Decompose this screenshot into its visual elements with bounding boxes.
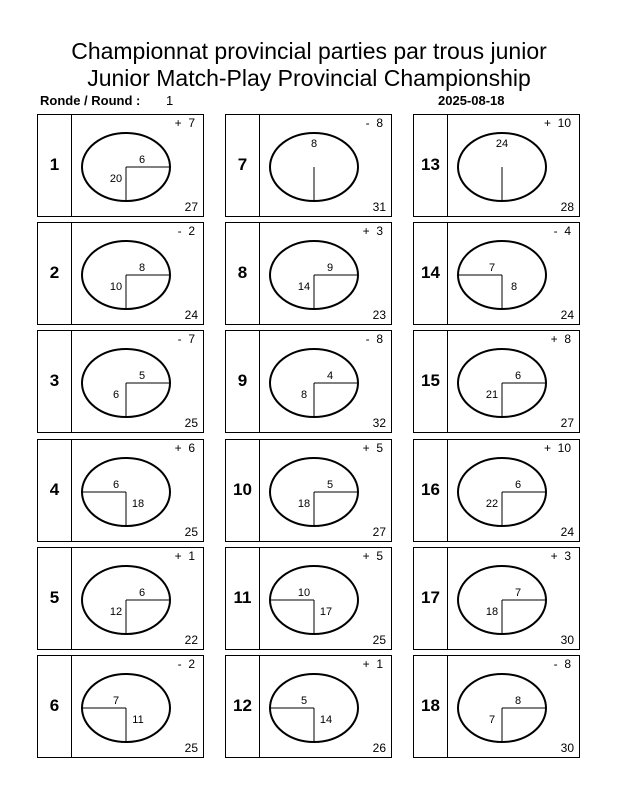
green-depth-total: 27 [184,200,198,214]
pin-box-hole-14 [413,222,580,325]
green-diagram [259,440,391,541]
event-date: 2025-08-18 [438,93,505,108]
green-depth-total: 24 [184,308,198,322]
green-depth-total: 27 [560,416,574,430]
slope-indicator: - 8 [553,657,571,671]
hole-number: 5 [49,588,60,607]
pin-box-hole-1 [37,114,204,217]
hole-number: 14 [421,263,440,282]
hole-number: 17 [421,588,440,607]
green-diagram [259,115,391,216]
green-depth-total: 26 [372,741,386,755]
hole-number: 18 [421,696,440,715]
hole-number: 3 [49,371,60,390]
pin-box-hole-6 [37,655,204,758]
hole-number-cell [226,331,260,432]
pin-box-hole-9 [225,330,392,433]
green-diagram [447,331,579,432]
pin-box-hole-8 [225,222,392,325]
pin-box-hole-13 [413,114,580,217]
hole-number: 8 [237,263,248,282]
pin-box-hole-18 [413,655,580,758]
hole-number-cell [38,115,72,216]
pin-box-hole-16 [413,439,580,542]
hole-number-cell [38,440,72,541]
hole-number: 16 [421,480,440,499]
slope-indicator: + 3 [362,224,383,238]
pin-box-hole-3 [37,330,204,433]
green-diagram [447,115,579,216]
hole-number: 6 [49,696,60,715]
hole-number: 1 [49,155,60,174]
pin-depth-label: 17 [319,606,333,618]
pin-depth-label: 14 [297,281,311,293]
pin-offset-label: 4 [326,370,334,382]
green-diagram [447,656,579,757]
green-depth-total: 25 [184,416,198,430]
pin-offset-label: 5 [138,370,146,382]
green-depth-total: 24 [560,308,574,322]
pin-depth-label: 14 [319,714,333,726]
pin-depth-label: 10 [109,281,123,293]
hole-number: 12 [233,696,252,715]
hole-number-cell [414,656,448,757]
pin-offset-label: 7 [488,262,496,274]
pin-offset-label: 9 [326,262,334,274]
hole-number-cell [226,548,260,649]
slope-indicator: - 8 [365,116,383,130]
pin-depth-label: 21 [485,389,499,401]
hole-number: 15 [421,371,440,390]
pin-depth-label: 18 [297,498,311,510]
pin-depth-label: 8 [300,389,308,401]
hole-number-cell [226,656,260,757]
slope-indicator: - 7 [177,332,195,346]
pin-offset-label: 6 [514,370,522,382]
green-depth-total: 27 [372,525,386,539]
slope-indicator: + 5 [362,441,383,455]
hole-number: 4 [49,480,60,499]
slope-indicator: - 8 [365,332,383,346]
pin-depth-label: 18 [131,498,145,510]
pin-depth-label: 8 [310,138,318,150]
green-depth-total: 32 [372,416,386,430]
hole-number-cell [414,223,448,324]
hole-number: 9 [237,371,248,390]
hole-number-cell [38,331,72,432]
green-diagram [71,656,203,757]
pin-depth-label: 24 [495,138,509,150]
pin-depth-label: 12 [109,606,123,618]
green-depth-total: 25 [372,633,386,647]
slope-indicator: + 3 [550,549,571,563]
title-french: Championnat provincial parties par trous junior [71,38,547,64]
hole-number: 13 [421,155,440,174]
hole-number-cell [414,440,448,541]
hole-number-cell [38,548,72,649]
slope-indicator: + 10 [543,116,571,130]
green-depth-total: 30 [560,633,574,647]
pin-box-hole-11 [225,547,392,650]
green-depth-total: 23 [372,308,386,322]
slope-indicator: - 4 [553,224,571,238]
hole-number: 11 [233,588,252,607]
pin-box-hole-17 [413,547,580,650]
pin-box-hole-5 [37,547,204,650]
slope-indicator: + 1 [362,657,383,671]
pin-offset-label: 6 [514,479,522,491]
slope-indicator: + 10 [543,441,571,455]
pin-offset-label: 6 [138,154,146,166]
pin-box-hole-15 [413,330,580,433]
green-depth-total: 24 [560,525,574,539]
green-diagram [71,331,203,432]
green-depth-total: 31 [372,200,386,214]
pin-offset-label: 5 [300,695,308,707]
pin-depth-label: 11 [132,714,144,726]
hole-number-cell [226,115,260,216]
hole-number-cell [38,223,72,324]
hole-number-cell [414,331,448,432]
green-depth-total: 28 [560,200,574,214]
hole-number-cell [226,223,260,324]
green-diagram [259,548,391,649]
green-diagram [71,115,203,216]
slope-indicator: + 8 [550,332,571,346]
title-english: Junior Match-Play Provincial Championship [87,65,531,91]
green-diagram [447,223,579,324]
slope-indicator: + 7 [174,116,195,130]
pin-offset-label: 7 [514,587,522,599]
green-depth-total: 25 [184,741,198,755]
pin-depth-label: 22 [485,498,499,510]
pin-offset-label: 5 [326,479,334,491]
pin-offset-label: 10 [297,587,311,599]
hole-number-cell [226,440,260,541]
pin-offset-label: 8 [138,262,146,274]
round-label: Ronde / Round : [40,93,141,108]
pin-offset-label: 7 [112,695,120,707]
green-diagram [71,440,203,541]
green-depth-total: 22 [184,633,198,647]
slope-indicator: - 2 [177,657,195,671]
pin-box-hole-2 [37,222,204,325]
slope-indicator: + 6 [174,441,195,455]
pin-depth-label: 7 [488,714,496,726]
pin-box-hole-12 [225,655,392,758]
slope-indicator: + 1 [174,549,195,563]
green-diagram [259,656,391,757]
pin-offset-label: 6 [138,587,146,599]
hole-number: 7 [237,155,248,174]
pin-depth-label: 6 [112,389,120,401]
green-diagram [259,331,391,432]
hole-number: 10 [233,480,252,499]
pin-depth-label: 8 [510,281,518,293]
green-depth-total: 30 [560,741,574,755]
round-value: 1 [166,93,174,108]
hole-number: 2 [49,263,60,282]
green-diagram [259,223,391,324]
hole-number-cell [414,115,448,216]
green-depth-total: 25 [184,525,198,539]
pin-box-hole-10 [225,439,392,542]
pin-depth-label: 20 [109,173,123,185]
pin-offset-label: 8 [514,695,522,707]
pin-depth-label: 18 [485,606,499,618]
pin-box-hole-4 [37,439,204,542]
slope-indicator: - 2 [177,224,195,238]
green-diagram [447,548,579,649]
hole-number-cell [414,548,448,649]
green-diagram [71,223,203,324]
green-diagram [71,548,203,649]
green-diagram [447,440,579,541]
pin-offset-label: 6 [112,479,120,491]
hole-number-cell [38,656,72,757]
slope-indicator: + 5 [362,549,383,563]
pin-box-hole-7 [225,114,392,217]
